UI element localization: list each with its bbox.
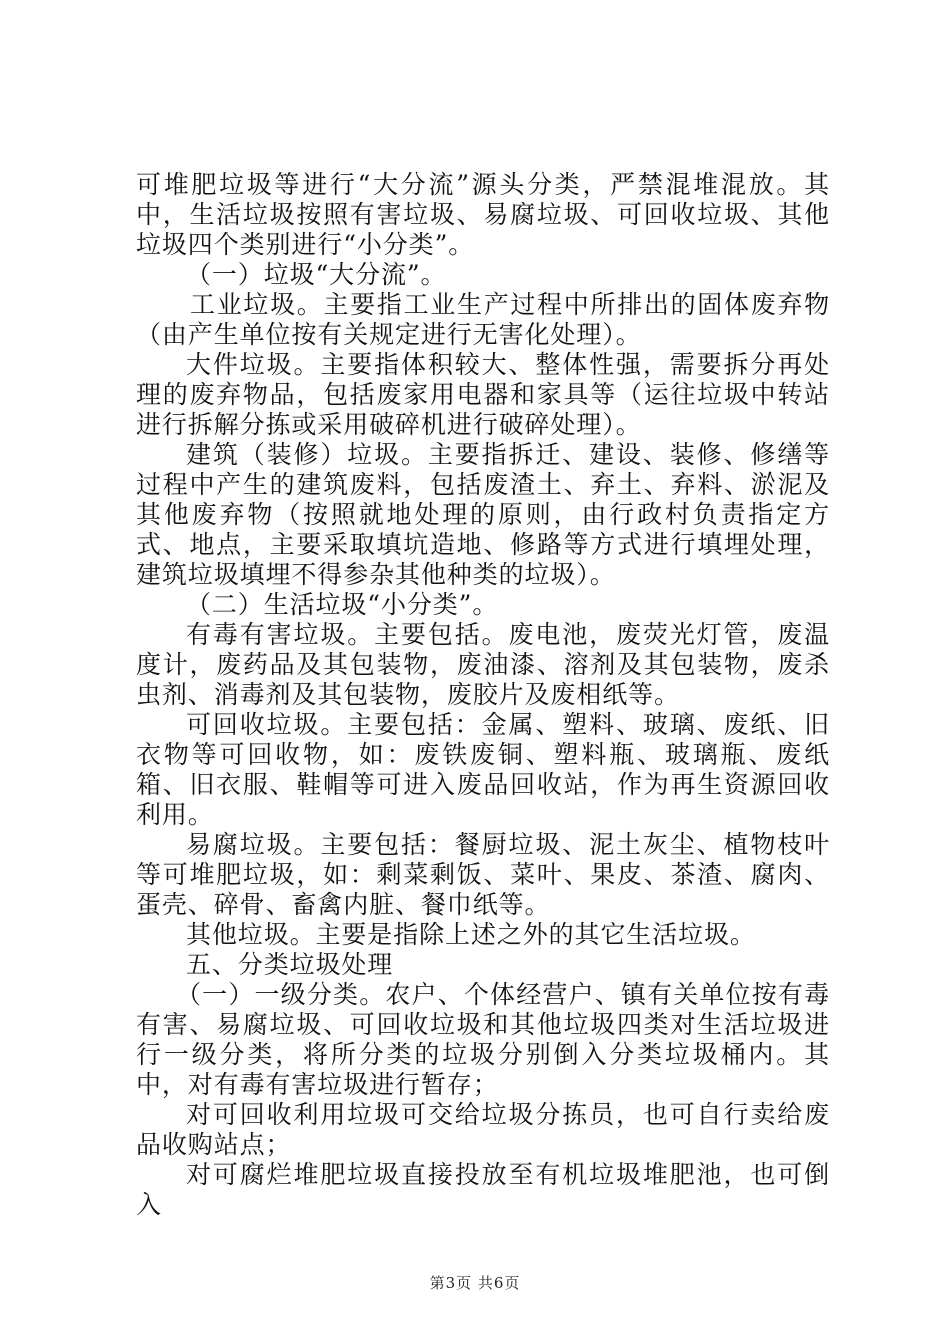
document-body [136,170,830,1220]
paragraph-1: 可堆肥垃圾等进行“大分流”源头分类，严禁混堆混放。其中，生活垃圾按照有害垃圾、易腐垃圾、可回收垃圾、其他垃圾四个类别进行“小分类”。 [136,170,830,259]
paragraph-bulky-waste: 大件垃圾。主要指体积较大、整体性强，需要拆分再处理的废弃物品，包括废家用电器和家具等（运往垃圾中转站进行拆解分拣或采用破碎机进行破碎处理）。 [136,350,830,439]
section-heading-classification: 五、分类垃圾处理 [186,950,394,979]
page-number-footer: 第3页 共6页 [429,1274,521,1292]
paragraph-other-waste: 其他垃圾。主要是指除上述之外的其它生活垃圾。 [186,920,756,949]
paragraph-recyclable-waste: 可回收垃圾。主要包括：金属、塑料、玻璃、废纸、旧衣物等可回收物，如：废铁废铜、塑料瓶、玻璃瓶、废纸箱、旧衣服、鞋帽等可进入废品回收站，作为再生资源回收利用。 [136,710,830,829]
paragraph-construction-waste: 建筑（装修）垃圾。主要指拆迁、建设、装修、修缮等过程中产生的建筑废料，包括废渣土、弃土、弃料、淤泥及其他废弃物（按照就地处理的原则，由行政村负责指定方式、地点，主要采取填坑造地、修路等方式进行填埋处理，建筑垃圾填埋不得参杂其他种类的垃圾）。 [136,440,830,589]
paragraph-compostable-handling: 对可腐烂堆肥垃圾直接投放至有机垃圾堆肥池，也可倒入 [136,1160,830,1219]
section-heading-da-fen-liu: （一）垃圾“大分流”。 [186,260,447,289]
paragraph-industrial-waste: 工业垃圾。主要指工业生产过程中所排出的固体废弃物（由产生单位按有关规定进行无害化处理）。 [136,290,830,349]
paragraph-recyclable-handling: 对可回收利用垃圾可交给垃圾分拣员，也可自行卖给废品收购站点； [136,1100,830,1159]
paragraph-perishable-waste: 易腐垃圾。主要包括：餐厨垃圾、泥土灰尘、植物枝叶等可堆肥垃圾，如：剩菜剩饭、菜叶、果皮、茶渣、腐肉、蛋壳、碎骨、畜禽内脏、餐巾纸等。 [136,830,830,919]
paragraph-first-level-classification: （一）一级分类。农户、个体经营户、镇有关单位按有毒有害、易腐垃圾、可回收垃圾和其他垃圾四类对生活垃圾进行一级分类，将所分类的垃圾分别倒入分类垃圾桶内。其中，对有毒有害垃圾进行暂存； [136,980,830,1099]
paragraph-hazardous-waste: 有毒有害垃圾。主要包括。废电池，废荧光灯管，废温度计，废药品及其包装物，废油漆、溶剂及其包装物，废杀虫剂、消毒剂及其包装物，废胶片及废相纸等。 [136,620,830,709]
section-heading-xiao-fen-lei: （二）生活垃圾“小分类”。 [186,590,499,619]
